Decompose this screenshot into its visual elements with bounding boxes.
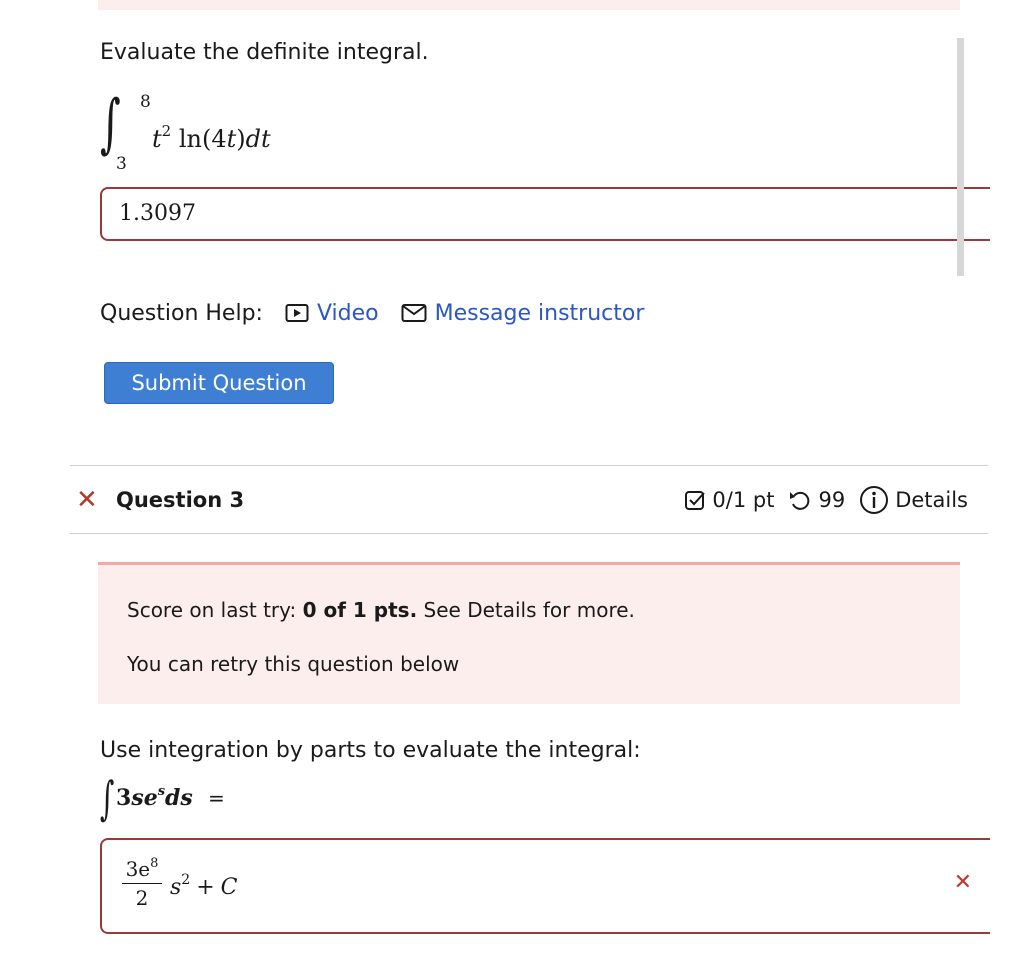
info-icon	[859, 485, 889, 515]
integral-sign: ∫	[100, 771, 115, 825]
undo-icon	[788, 489, 812, 511]
divider	[70, 533, 988, 534]
retries-indicator	[788, 488, 845, 512]
answer-fraction: $\frac{3e^8}{2}$	[122, 856, 162, 910]
integrand: $3se^sds$	[116, 784, 193, 811]
equals-sign: =	[208, 786, 225, 810]
question-prompt: Evaluate the definite integral.	[100, 40, 429, 65]
message-instructor-link[interactable]: Message instructor	[434, 300, 645, 326]
question-help	[100, 298, 666, 328]
divider	[70, 465, 988, 466]
question-prompt: Use integration by parts to evaluate the integral:	[100, 738, 641, 763]
video-link[interactable]: Video	[316, 300, 379, 326]
previous-feedback-banner	[98, 0, 960, 10]
retries-count: 99	[818, 488, 846, 512]
details-label: Details	[895, 488, 968, 512]
answer-expression: $s^2 + C$	[170, 872, 238, 900]
upper-limit: 8	[140, 92, 151, 112]
checkbox-icon	[684, 489, 706, 511]
integrand: $t^2$ ln(4t)dt	[152, 122, 271, 153]
answer-value: 1.3097	[119, 201, 196, 226]
score-text: 0/1 pt	[712, 488, 775, 512]
answer-field[interactable]	[100, 187, 990, 241]
question-help-label: Question Help:	[100, 300, 263, 326]
play-box-icon[interactable]	[285, 303, 309, 323]
question-meta	[670, 485, 968, 515]
score-indicator	[684, 488, 774, 512]
details-button[interactable]	[859, 485, 968, 515]
feedback-box	[98, 562, 960, 704]
x-icon: ✕	[76, 485, 98, 515]
submit-question-button[interactable]: Submit Question	[104, 362, 334, 404]
integral-sign: ∫	[100, 87, 121, 161]
score-summary: Score on last try: 0 of 1 pts. See Details for more.	[127, 598, 635, 622]
lower-limit: 3	[116, 154, 127, 174]
incorrect-icon: ✕	[953, 870, 972, 895]
envelope-icon[interactable]	[401, 303, 427, 323]
indefinite-integral	[100, 770, 400, 830]
definite-integral	[100, 87, 400, 182]
retry-message: You can retry this question below	[127, 652, 460, 676]
answer-field[interactable]	[100, 838, 990, 934]
scrollbar[interactable]	[957, 38, 964, 276]
question-title: Question 3	[116, 488, 245, 512]
